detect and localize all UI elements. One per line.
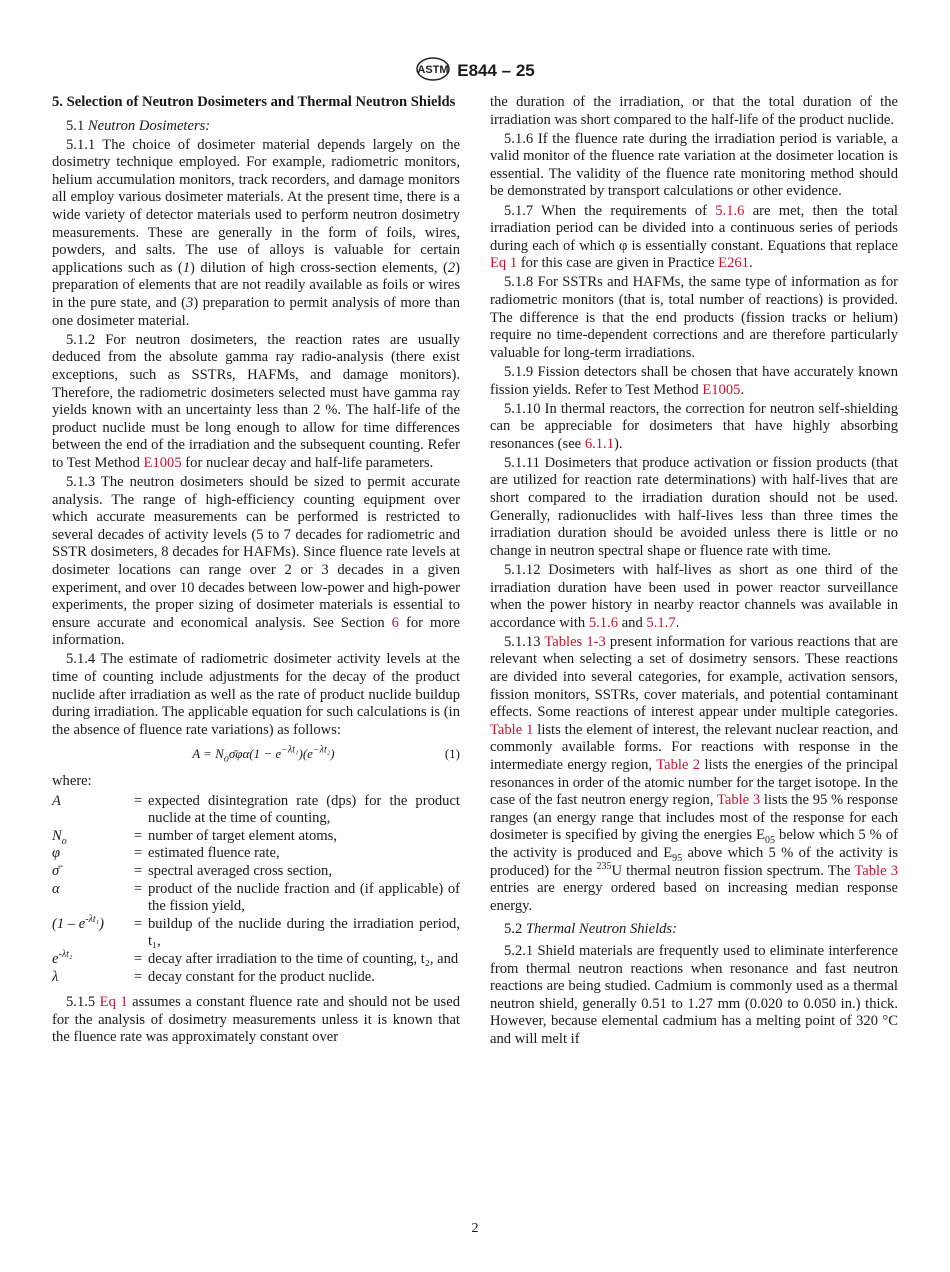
paragraph (52, 474, 460, 650)
paragraph (52, 332, 460, 473)
cross-reference-link[interactable]: E1005 (702, 381, 741, 398)
definition-equals: = (133, 950, 143, 967)
text-run: . (675, 614, 680, 631)
equation-body: $A = N_o\sigmā\varphi\alpha(1 - e^{-\lambda t_1})(e^{-\lambda t_2})$ (192, 745, 335, 765)
subscript: 05 (765, 835, 776, 847)
where-label: where: (52, 772, 92, 789)
left-column (52, 94, 460, 1048)
paragraph (490, 634, 898, 916)
text-run: 5.1.12 Dosimeters with half-lives as short as one third of the irradiation duration have been used in power reactor surveillance when the power history in nearby reactor channels was available in accordance with (490, 561, 898, 631)
definition-equals: = (133, 915, 143, 932)
text-run: σ̄ (52, 862, 60, 879)
cross-reference-link[interactable]: Table 2 (656, 756, 701, 773)
right-column (490, 94, 898, 1050)
italic-text: Thermal Neutron Shields: (525, 921, 677, 938)
definition-description: expected disintegration rate (dps) for the product nuclide at the time of counting, (148, 792, 460, 827)
page-number: 2 (471, 1221, 479, 1236)
text-run: 5.2.1 Shield materials are frequently used to eliminate interference from thermal neutron reactions when resonance and fast neutron reactions are being studied. Cadmium is commonly used as a thermal neutron shield, generally 0.51 to 1.27 mm (0.020 to 0.050 in.) thick. However, because elemental cadmium has a melting point of 320 °C and will melt if (490, 942, 898, 1047)
paragraph (490, 401, 898, 454)
text-run: for more information. (52, 614, 460, 649)
definition-description: estimated fluence rate, (148, 845, 280, 862)
text-run: assumes a constant fluence rate and should not be used for the analysis of dosimetry measurements unless it is known that the fluence rate was approximately constant over (52, 994, 460, 1046)
paragraph (490, 921, 898, 939)
text-run: 5.1.6 If the fluence rate during the irradiation period is variable, a valid monitor of the fluence rate variation at the dosimeter location is essential. The validity of the fluence rate monitoring method should be demonstrated by transport calculations or other evidence. (490, 130, 898, 200)
paragraph (490, 274, 898, 362)
text-run: 5.1.11 Dosimeters that produce activation or fission products (that are utilized for reaction rate determinations) with half-lives that are short compared to the irradiation duration should not be used. Generally, radionuclides with half-lives less than three times the irradiation duration should be avoided unless there is little or no change in neutron spectral shape or fluence rate with time. (490, 454, 898, 559)
paragraph (490, 203, 898, 273)
text-run: U thermal neutron fission spectrum. The (611, 862, 855, 879)
cross-reference-link[interactable]: Table 1 (490, 721, 534, 738)
cross-reference-link[interactable]: 6.1.1 (584, 435, 614, 452)
text-run: ) (99, 915, 105, 932)
definition-description: number of target element atoms, (148, 827, 337, 844)
definition-term (52, 863, 128, 881)
svg-text:ASTM: ASTM (417, 64, 449, 76)
definition-description: product of the nuclide fraction and (if applicable) of the fission yield, (148, 880, 460, 915)
definition-description: buildup of the nuclide during the irradiation period, t₁, (148, 915, 460, 950)
text-run: 5.1.10 In thermal reactors, the correction for neutron self-shielding can be appreciable for dosimeters that have highly absorbing resonances (see (490, 400, 898, 452)
superscript: -λt₁ (85, 913, 100, 925)
definition-term (52, 881, 128, 916)
text-run: 5. Selection of Neutron Dosimeters and Thermal Neutron Shields (52, 94, 456, 110)
text-run: for nuclear decay and half-life parameters. (181, 454, 434, 471)
paragraph (490, 943, 898, 1049)
text-run: λ (52, 968, 59, 985)
text-run: for this case are given in Practice (517, 255, 719, 272)
text-run: entries are energy ordered based on increasing median response energy. (490, 880, 898, 914)
cross-reference-link[interactable]: Table 3 (716, 792, 761, 809)
definitions-list (52, 793, 460, 987)
text-run: α (52, 880, 60, 897)
definition-term (52, 913, 128, 951)
cross-reference-link[interactable]: Eq 1 (490, 255, 518, 272)
cross-reference-link[interactable]: Table 3 (854, 862, 898, 879)
text-run: 5.1.3 The neutron dosimeters should be sized to permit accurate analysis. The range of high-efficiency counting equipment over which accurate measurements can be performed is restricted to several decades of activity levels (5 to 7 decades for radiometric and SSTR dosimeters, 8 decades for HAFMs). Since fluence rate levels at dosimeter locations can range over 2 or 3 decades in a given experiment, and over 10 decades between low-power and high-power experiments, the proper sizing of dosimeter materials is essential to ensure accurate and economical analysis. See Section (52, 473, 460, 631)
text-run: ) dilution of high cross-section elements, ( (190, 259, 448, 276)
text-run: lists the element of interest, the relevant nuclear reaction, and commonly available forms. For reactions with response in the intermediate energy region, (490, 721, 898, 773)
cross-reference-link[interactable]: E261 (718, 255, 749, 272)
paragraph (490, 455, 898, 561)
page-header (0, 56, 950, 82)
text-run: e (52, 950, 59, 967)
text-run: 5.1.4 The estimate of radiometric dosimeter activity levels at the time of counting include adjustments for the decay of the product nuclide after irradiation as well as the rate of product nuclide buildup during irradiation. The applicable equation for such calculations is (in the absence of fluence rate variations) as follows: (52, 651, 460, 738)
italic-text: 1 (182, 259, 191, 276)
subscript: o (61, 835, 67, 847)
text-run: 5.1.8 For SSTRs and HAFMs, the same type of information as for radiometric monitors (that is, total number of reactions) is provided. The difference is that the end products (fission tracks or helium) require no time-dependent corrections and are therefore particularly valuable for long-term irradiations. (490, 274, 898, 361)
left-paragraphs (52, 94, 460, 739)
text-run: ). (614, 435, 623, 452)
paragraph (52, 994, 460, 1047)
italic-text: 3 (186, 295, 194, 312)
paragraph (490, 94, 898, 129)
definition-equals: = (133, 827, 143, 844)
right-paragraphs (490, 94, 898, 1048)
paragraph (52, 651, 460, 739)
superscript: 235 (596, 860, 612, 872)
text-run: 5.1 (66, 117, 88, 134)
text-run: ) preparation to permit analysis of more than one dosimeter material. (52, 295, 460, 329)
text-run: A (52, 792, 61, 809)
cross-reference-link[interactable]: 6 (391, 614, 399, 631)
text-run: 5.2 (504, 921, 526, 938)
text-run: the duration of the irradiation, or that the total duration of the irradiation was short compared to the half-life of the product nuclide. (490, 94, 898, 128)
text-run: ) preparation of elements that are not readily available as foils or wires in the pure state, and ( (52, 259, 461, 312)
cross-reference-link[interactable]: Tables 1-3 (544, 633, 606, 650)
paragraph (52, 118, 460, 136)
text-run: below which 5 % of the activity is produced and E (490, 827, 898, 861)
astm-logo-icon (415, 56, 451, 82)
definition-description: decay constant for the product nuclide. (148, 968, 375, 985)
text-run: lists the 95 % response ranges (an energy range that includes most of the response for each dosimeter is specified by giving the energies E (490, 792, 898, 844)
cross-reference-link[interactable]: 5.1.6 (715, 202, 745, 219)
definition-equals: = (133, 845, 143, 862)
equation-1 (52, 745, 460, 763)
definition-equals: = (133, 968, 143, 985)
definition-equals: = (133, 792, 143, 809)
definition-term (52, 793, 128, 828)
left-end-paragraphs (52, 994, 460, 1047)
definition-description: spectral averaged cross section, (148, 862, 332, 879)
cross-reference-link[interactable]: 5.1.7 (646, 614, 676, 631)
equation-number: (1) (444, 746, 460, 762)
superscript: -λt₂ (58, 949, 73, 961)
definition-description: decay after irradiation to the time of counting, t₂, and (148, 950, 459, 967)
text-run: and (618, 614, 647, 631)
definition-term (52, 951, 128, 969)
text-run: . (748, 255, 753, 272)
paragraph (52, 94, 460, 112)
text-run: . (740, 381, 745, 398)
document-id: E844 – 25 (457, 61, 535, 80)
text-run: 5.1.5 (66, 994, 100, 1011)
paragraph (490, 364, 898, 399)
paragraph (490, 562, 898, 632)
definition-equals: = (133, 862, 143, 879)
text-run: are met, then the total irradiation period can be divided into a continuous series of periods during each of which φ is essentially constant. Equations that replace (490, 202, 898, 254)
definition-equals: = (133, 880, 143, 897)
cross-reference-link[interactable]: 5.1.6 (588, 614, 619, 631)
text-run: lists the energies of the principal resonances in order of the atomic number for the target isotope. In the case of the fast neutron energy region, (490, 756, 898, 809)
text-run: N (52, 827, 62, 844)
subscript: 95 (672, 852, 683, 864)
italic-text: Neutron Dosimeters: (87, 117, 211, 134)
definition-term (52, 845, 128, 863)
italic-text: 2 (447, 259, 456, 276)
text-run: φ (52, 845, 61, 862)
text-run: above which 5 % of the activity is produced) for the (490, 844, 899, 879)
cross-reference-link[interactable]: E1005 (143, 454, 182, 471)
definition-term (52, 828, 128, 846)
text-run: 5.1.13 (504, 633, 545, 650)
definition-term (52, 969, 128, 987)
text-run: 5.1.9 Fission detectors shall be chosen that have accurately known fission yields. Refer to Test Method (490, 363, 898, 398)
text-run: 5.1.2 For neutron dosimeters, the reaction rates are usually deduced from the absolute gamma ray radio-analysis (there exist exceptions, such as SSTRs, HAFMs, and damage monitors). Therefore, the radiometric dosimeters selected must have gamma ray yields known with an uncertainty less than 2 %. The half-life of the product nuclide must be long enough to allow for time differences between the end of the irradiation and the subsequent counting. Refer to Test Method (52, 331, 460, 471)
cross-reference-link[interactable]: Eq 1 (99, 994, 128, 1011)
paragraph (52, 137, 460, 331)
text-run: 5.1.7 When the requirements of (504, 202, 716, 219)
paragraph (490, 131, 898, 201)
text-run: 5.1.1 The choice of dosimeter material depends largely on the dosimetry technique employed. For example, radiometric monitors, helium accumulation monitors, track recorders, and damage monitors all employ various dosimeter materials. At the present time, there is a wide variety of detector materials used to perform neutron dosimetry measurements. These are generally in the form of foils, wires, powders, and salts. The use of alloys is valuable for certain applications such as ( (52, 136, 460, 276)
text-run: present information for various reactions that are relevant when selecting a set of dosimetry sensors. These reactions are divided into several categories, for example, activation sensors, fission monitors, SSTRs, cover materials, and potential contaminant effects. Some reactions of interest appear under multiple categories. (490, 633, 898, 721)
text-run: (1 – e (52, 915, 86, 932)
